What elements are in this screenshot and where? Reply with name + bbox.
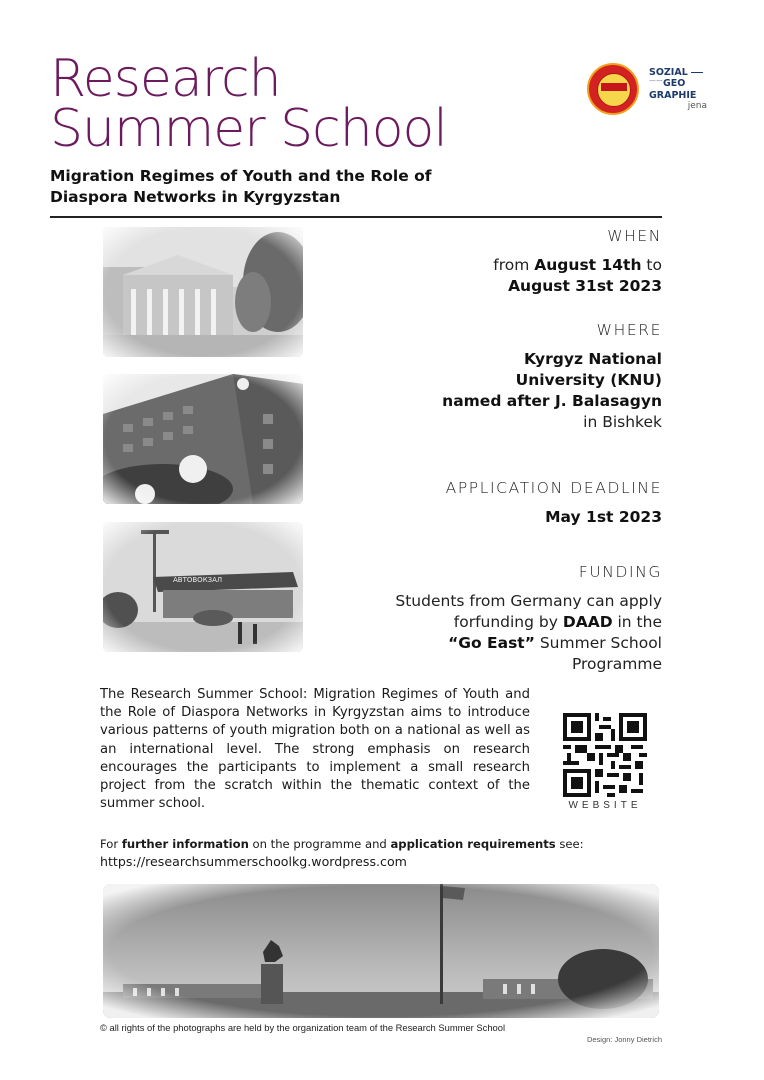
where-line-2: University (KNU) [515, 371, 662, 389]
funding-line-2a: forfunding by [453, 613, 563, 631]
funding-line-1: Students from Germany can apply [395, 592, 662, 610]
sozialgeographie-logo: SOZIAL ⌒⌒GEO GRAPHIE jena [649, 67, 707, 111]
funding-value [395, 591, 662, 675]
info-suffix: see: [555, 837, 584, 851]
design-credit: Design: Jonny Dietrich [586, 1035, 662, 1044]
funding-go-east: “Go East” [448, 634, 535, 652]
description-paragraph: The Research Summer School: Migration Regimes of Youth and the Role of Diaspora Networks in Kyrgyzstan aims to introduce various patterns of youth migration both on a national as well as an international level. The strong emphasis on research encourages the participants to implement a small research project from the scratch within the thematic context of the summer school. [100, 687, 530, 812]
logo-text-4: jena [687, 101, 707, 111]
funding-line-4: Programme [571, 655, 662, 673]
where-line-3: named after J. Balasagyn [442, 392, 662, 410]
photo-apartment-building [103, 374, 303, 504]
logo-text-3: GRAPHIE [649, 90, 697, 101]
deadline-date: May 1st 2023 [545, 508, 662, 526]
copyright-notice: © all rights of the photographs are held by the organization team of the Research Summer School [100, 1022, 506, 1033]
when-label: WHEN [607, 227, 662, 245]
title-line-1: Research [50, 49, 281, 109]
knu-logo-icon [587, 63, 639, 115]
where-line-4: in Bishkek [583, 413, 662, 431]
where-label: WHERE [596, 321, 662, 339]
header-divider [50, 216, 662, 218]
deadline-label: APPLICATION DEADLINE [445, 479, 662, 497]
funding-daad: DAAD [562, 613, 613, 631]
when-mid: to [641, 256, 662, 274]
funding-label: FUNDING [578, 563, 662, 581]
info-mid: on the programme and [248, 837, 391, 851]
when-section [493, 227, 662, 297]
funding-section [395, 563, 662, 675]
info-prefix: For [100, 837, 122, 851]
when-value [493, 255, 662, 297]
logo-text-2: GEO [663, 78, 686, 89]
when-start: August 14th [534, 256, 642, 274]
where-line-1: Kyrgyz National [524, 350, 662, 368]
photo-university-building [103, 227, 303, 357]
page-title [50, 49, 447, 159]
where-value [442, 349, 662, 433]
qr-label: WEBSITE [568, 800, 642, 811]
info-bold-2: application requirements [390, 837, 556, 851]
funding-line-2c: in the [612, 613, 662, 631]
website-link[interactable]: https://researchsummerschoolkg.wordpress.com [100, 854, 407, 869]
deadline-section [446, 479, 662, 528]
title-line-2: Summer School [50, 99, 447, 159]
funding-line-3b: Summer School [534, 634, 662, 652]
page-subtitle: Migration Regimes of Youth and the Role of Diaspora Networks in Kyrgyzstan [50, 167, 432, 206]
deadline-value [446, 507, 662, 528]
when-prefix: from [493, 256, 535, 274]
logos [587, 63, 707, 123]
where-section [442, 321, 662, 433]
further-info [100, 835, 584, 871]
photo-ala-too-square [103, 884, 659, 1018]
qr-code-icon[interactable] [563, 713, 647, 797]
logo-text-1: SOZIAL [649, 67, 688, 78]
photo-bus-station [103, 522, 303, 652]
when-end: August 31st 2023 [508, 277, 662, 295]
info-bold-1: further information [121, 837, 249, 851]
